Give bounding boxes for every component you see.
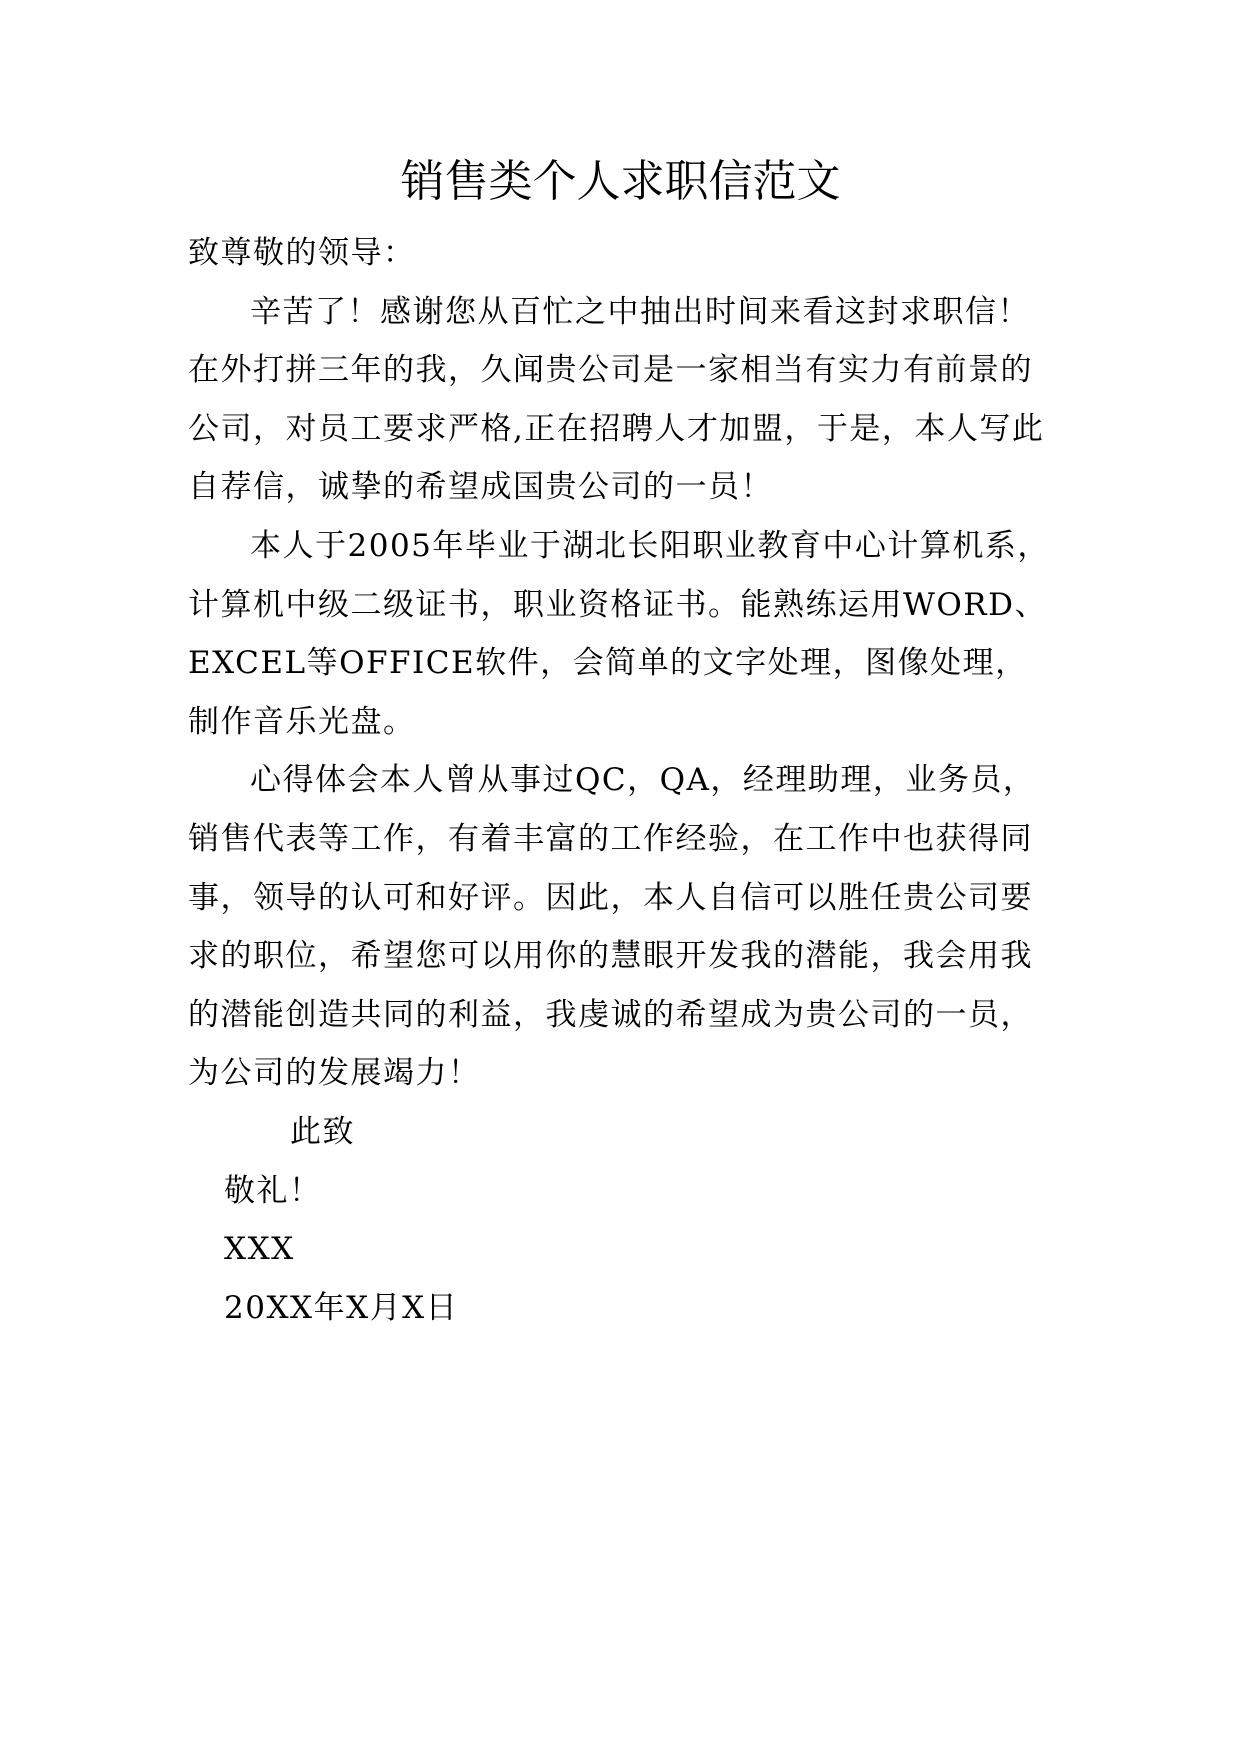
paragraph-intro: 辛苦了！感谢您从百忙之中抽出时间来看这封求职信！在外打拼三年的我，久闻贵公司是一家相当有实力有前景的公司，对员工要求严格,正在招聘人才加盟，于是，本人写此自荐信，诚挚的希望成国贵公司的一员！ [188,293,1045,506]
closing: 此致 [290,1113,355,1150]
salutation: 致尊敬的领导： [188,235,416,271]
paragraph-experience: 心得体会本人曾从事过QC，QA，经理助理，业务员，销售代表等工作，有着丰富的工作经验，在工作中也获得同事，领导的认可和好评。因此，本人自信可以胜任贵公司要求的职位，希望您可以用你的慧眼开发我的潜能，我会用我的潜能创造共同的利益，我虔诚的希望成为贵公司的一员，为公司的发展竭力！ [188,762,1036,1092]
signature: XXX [224,1231,295,1268]
regards: 敬礼！ [224,1172,322,1209]
letter-body [188,224,1056,1337]
paragraph-education: 本人于2005年毕业于湖北长阳职业教育中心计算机系，计算机中级二级证书，职业资格证书。能熟练运用WORD、EXCEL等OFFICE软件，会简单的文字处理，图像处理，制作音乐光盘。 [188,527,1050,740]
date: 20XX年X月X日 [224,1289,459,1326]
document-title: 销售类个人求职信范文 [400,156,841,207]
